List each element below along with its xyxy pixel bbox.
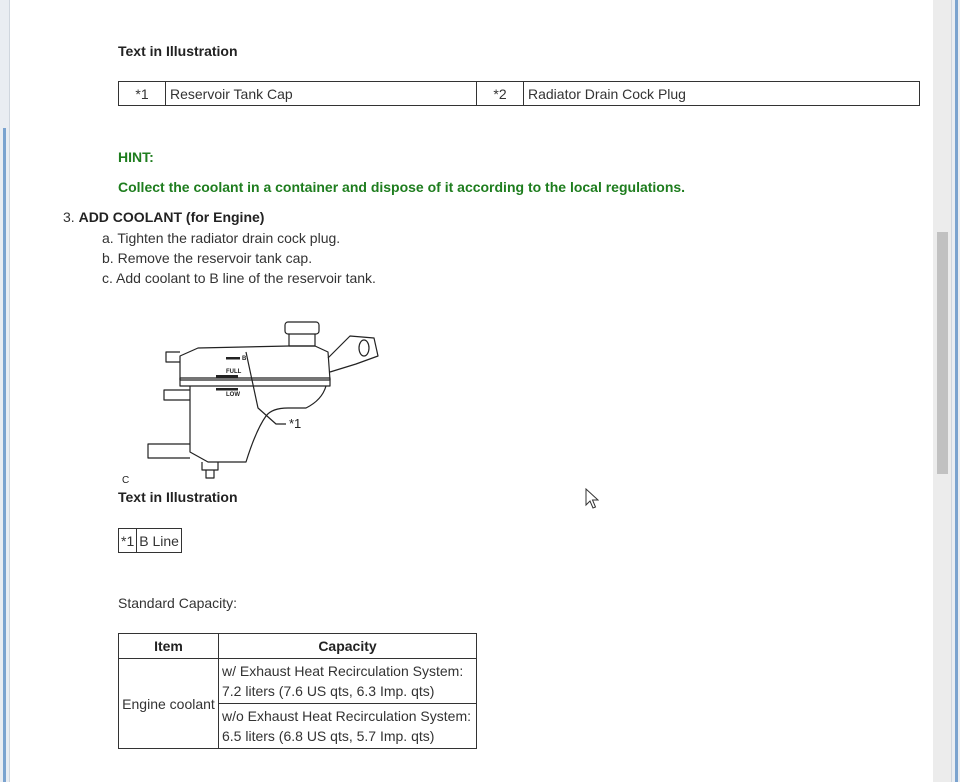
ref-label: Reservoir Tank Cap — [166, 82, 477, 106]
table-row — [119, 82, 920, 106]
step-heading — [63, 209, 264, 225]
window-frame-left — [0, 0, 10, 782]
full-line-mark — [216, 375, 238, 378]
substep-text: Tighten the radiator drain cock plug. — [117, 230, 341, 246]
mark-low: LOW — [226, 392, 240, 398]
list-item — [102, 228, 376, 248]
mark-full: FULL — [226, 369, 242, 375]
text-in-illustration-heading: Text in Illustration — [118, 489, 238, 505]
substep-list — [102, 228, 376, 288]
ref-number: *2 — [477, 82, 524, 106]
item-cell: Engine coolant — [119, 659, 219, 749]
table-row — [119, 529, 182, 553]
step-suffix: (for Engine) — [185, 209, 265, 225]
ref-number: *1 — [119, 82, 166, 106]
illustration-corner-label: C — [122, 475, 130, 486]
b-line-mark — [226, 357, 240, 360]
scrollbar-thumb[interactable] — [937, 232, 948, 474]
window-frame-right — [951, 0, 960, 782]
reservoir-tank-drawing — [148, 322, 378, 478]
substep-text: Remove the reservoir tank cap. — [117, 250, 313, 266]
substep-letter: a. — [102, 230, 114, 246]
callout-1: *1 — [289, 416, 302, 431]
item-column-header: Item — [119, 634, 219, 659]
mark-b: B — [242, 356, 247, 362]
substep-letter: b. — [102, 250, 114, 266]
ref-label: B Line — [137, 529, 182, 553]
reservoir-tank-illustration — [118, 312, 388, 487]
list-item — [102, 268, 376, 288]
capacity-cell — [219, 704, 477, 749]
step-number: 3. — [63, 209, 75, 225]
capacity-cell — [219, 659, 477, 704]
substep-letter: c. — [102, 270, 113, 286]
substep-text: Add coolant to B line of the reservoir tank. — [116, 270, 376, 286]
frame-stripe — [3, 128, 6, 782]
capacity-table — [118, 633, 477, 749]
ref-label: Radiator Drain Cock Plug — [524, 82, 920, 106]
table-header-row — [119, 634, 477, 659]
frame-stripe — [955, 0, 958, 782]
standard-capacity-label: Standard Capacity: — [118, 595, 238, 611]
capacity-value: 6.5 liters (6.8 US qts, 5.7 Imp. qts) — [222, 728, 435, 744]
hint-text: Collect the coolant in a container and dispose of it according to the local regulations. — [118, 179, 686, 195]
list-item — [102, 248, 376, 268]
table-row — [119, 659, 477, 704]
capacity-condition: w/o Exhaust Heat Recirculation System: — [222, 708, 471, 724]
ref-number: *1 — [119, 529, 137, 553]
b-line-ref-table — [118, 528, 182, 553]
step-title: ADD COOLANT — [78, 209, 183, 225]
capacity-column-header: Capacity — [219, 634, 477, 659]
capacity-condition: w/ Exhaust Heat Recirculation System: — [222, 663, 464, 679]
low-line-mark — [216, 388, 238, 391]
illustration-ref-table — [118, 81, 920, 106]
hint-title: HINT: — [118, 149, 154, 165]
vertical-scrollbar[interactable] — [933, 0, 951, 782]
capacity-value: 7.2 liters (7.6 US qts, 6.3 Imp. qts) — [222, 683, 435, 699]
mouse-cursor-icon — [585, 488, 599, 510]
text-in-illustration-heading: Text in Illustration — [118, 43, 238, 59]
